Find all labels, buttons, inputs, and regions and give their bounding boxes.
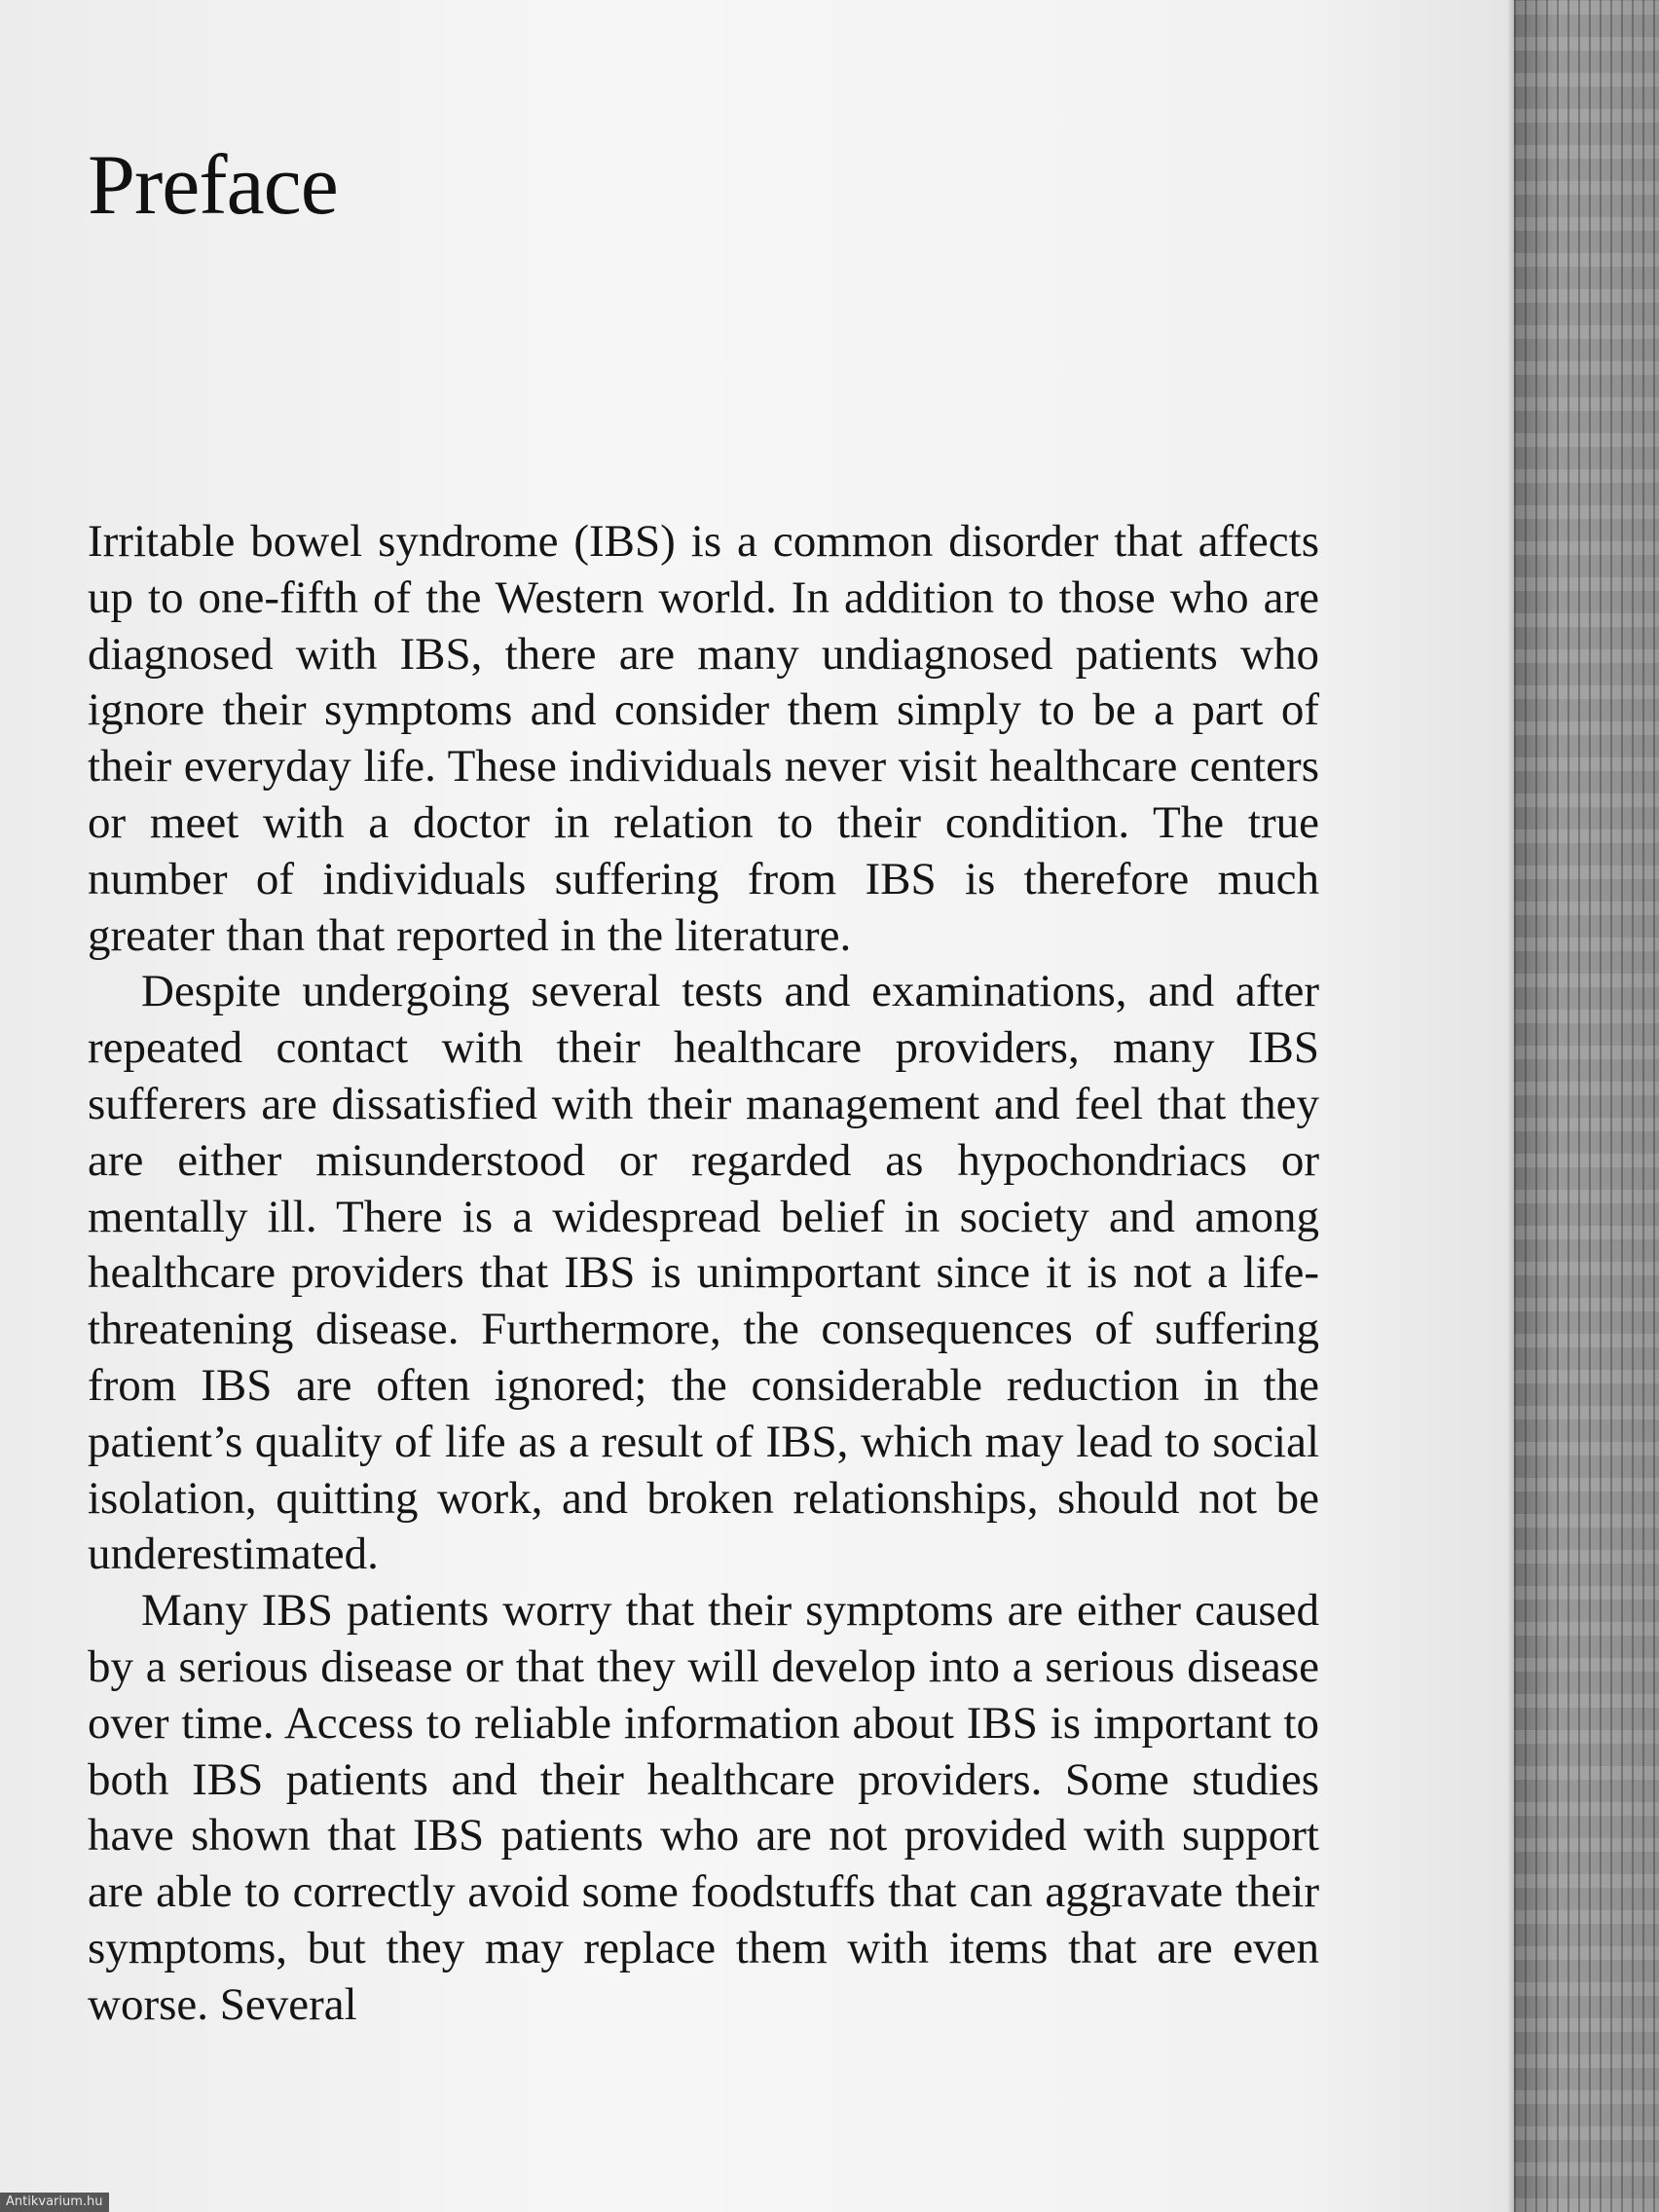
body-text (88, 514, 1319, 2034)
watermark: Antikvarium.hu (0, 2193, 109, 2212)
paragraph-1: Irritable bowel syndrome (IBS) is a common disorder that affects up to one-fifth of the Western world. In addition to those who are diagnosed with IBS, there are many undiagnosed patients who ignore their symptoms and consider them simply to be a part of their everyday life. These individuals never visit healthcare centers or meet with a doctor in relation to their condition. The true number of individuals suffering from IBS is therefore much greater than that reported in the literature. (88, 516, 1319, 961)
page-stack-edge (1514, 0, 1659, 2212)
page-title: Preface (88, 138, 338, 233)
paragraph-3: Many IBS patients worry that their symptoms are either caused by a serious disease or that they will develop into a serious disease over time. Access to reliable information about IBS is important to both IBS patients and their healthcare providers. Some studies have shown that IBS patients who are not provided with support are able to correctly avoid some foodstuffs that can aggravate their symptoms, but they may replace them with items that are even worse. Several (88, 1585, 1319, 2030)
paragraph-2: Despite undergoing several tests and examinations, and after repeated contact with their healthcare providers, many IBS sufferers are dissatisfied with their management and feel that they are either misunderstood or regarded as hypochondriacs or mentally ill. There is a widespread belief in society and among healthcare providers that IBS is unimportant since it is not a life-threatening disease. Furthermore, the consequences of suffering from IBS are often ignored; the considerable reduction in the patient’s quality of life as a result of IBS, which may lead to social isolation, quitting work, and broken relationships, should not be underestimated. (88, 966, 1319, 1580)
